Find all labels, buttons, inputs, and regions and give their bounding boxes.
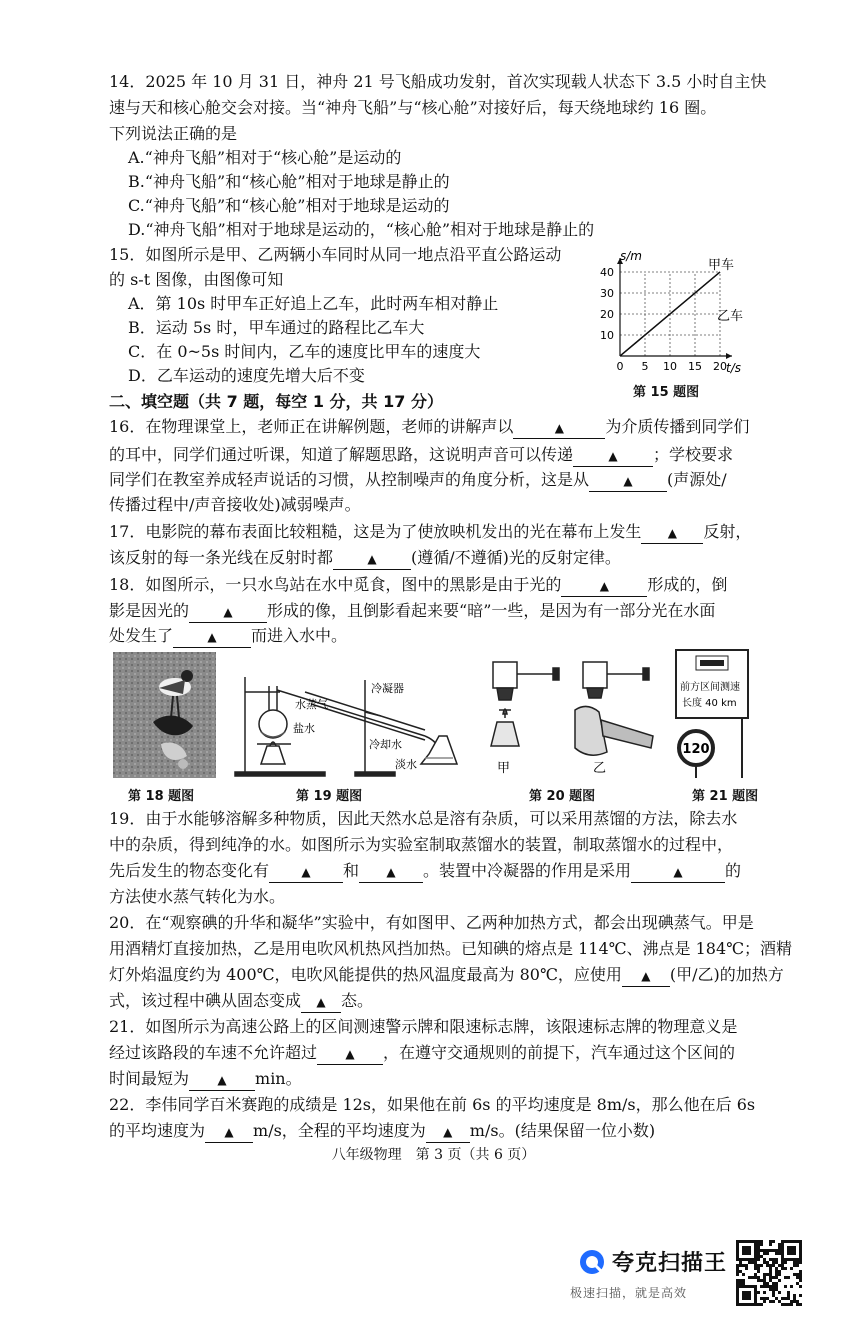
q21-line1: 21．如图所示为高速公路上的区间测速警示牌和限速标志牌，该限速标志牌的物理意义是 — [109, 1017, 738, 1036]
y-tick-label: 30 — [600, 287, 614, 300]
scanner-brand-name: 夸克扫描王 — [612, 1251, 728, 1276]
sign-line1: 前方区间测速 — [680, 682, 740, 693]
x-tick-label: 5 — [641, 360, 649, 373]
q18-line3: 处发生了 ▲ 而进入水中。 — [109, 624, 347, 648]
x-tick-label: 0 — [616, 360, 624, 373]
q15-option-a: A．第 10s 时甲车正好追上乙车，此时两车相对静止 — [128, 294, 499, 313]
q16-line1: 16．在物理课堂上，老师正在讲解例题，老师的讲解声以 ▲ 为介质传播到同学们 — [109, 415, 749, 439]
fig19-caption: 第 19 题图 — [296, 789, 363, 804]
q14-stem-line2: 速与天和核心舱交会对接。当“神舟飞船”与“核心舱”对接好后，每天绕地球约 16 圈。 — [109, 98, 717, 117]
label-yi: 乙 — [593, 761, 607, 776]
q16-line4: 传播过程中/声音接收处)减弱噪声。 — [109, 495, 361, 514]
q19-line4: 方法使水蒸气转化为水。 — [109, 887, 286, 906]
speed-limit-value: 120 — [682, 742, 710, 757]
scanner-logo-icon — [578, 1248, 606, 1276]
q19-line1: 19．由于水能够溶解多种物质，因此天然水总是溶有杂质，可以采用蒸馏的方法，除去水 — [109, 809, 738, 828]
fig18-caption: 第 18 题图 — [128, 789, 195, 804]
answer-blank[interactable]: ▲ — [573, 447, 653, 467]
q15-option-d: D．乙车运动的速度先增大后不变 — [128, 366, 365, 385]
y-tick-label: 10 — [600, 329, 614, 342]
q20-line2: 用酒精灯直接加热，乙是用电吹风机热风挡加热。已知碘的熔点是 114℃、沸点是 184℃；酒精 — [109, 939, 793, 958]
section-heading: 二、填空题（共 7 题，每空 1 分，共 17 分） — [109, 392, 443, 411]
answer-blank[interactable]: ▲ — [359, 863, 423, 883]
qr-code-icon — [736, 1240, 802, 1306]
q14-option-c: C.“神舟飞船”和“核心舱”相对于地球是运动的 — [128, 196, 450, 215]
answer-blank[interactable]: ▲ — [333, 550, 411, 570]
answer-blank[interactable]: ▲ — [205, 1123, 253, 1143]
x-axis-label: t/s — [726, 361, 741, 375]
label-cooling-water: 冷却水 — [369, 738, 402, 751]
fig19-distillation-apparatus — [225, 652, 470, 780]
answer-blank[interactable]: ▲ — [189, 603, 267, 623]
q16-line2: 的耳中，同学们通过听课，知道了解题思路，这说明声音可以传递 ▲ ；学校要求 — [109, 443, 733, 467]
q15-stem-line1: 15．如图所示是甲、乙两辆小车同时从同一地点沿平直公路运动 — [109, 245, 562, 264]
series-label-jia: 甲车 — [708, 258, 735, 273]
q15-option-b: B．运动 5s 时，甲车通过的路程比乙车大 — [128, 318, 425, 337]
q14-stem-line1: 14．2025 年 10 月 31 日，神舟 21 号飞船成功发射，首次实现载人状态下 3.5 小时自主快 — [109, 72, 767, 91]
page-footer: 八年级物理 第 3 页（共 6 页） — [331, 1147, 536, 1163]
q15-st-graph — [590, 248, 760, 388]
q15-stem-line2: 的 s-t 图像，由图像可知 — [109, 270, 284, 289]
q14-option-d: D.“神舟飞船”相对于地球是运动的，“核心舱”相对于地球是静止的 — [128, 220, 595, 239]
answer-blank[interactable]: ▲ — [561, 577, 647, 597]
q14-option-b: B.“神舟飞船”和“核心舱”相对于地球是静止的 — [128, 172, 450, 191]
label-fresh-water: 淡水 — [395, 758, 417, 771]
sign-line2: 长度 40 km — [682, 698, 737, 709]
answer-blank[interactable]: ▲ — [631, 863, 725, 883]
answer-blank[interactable]: ▲ — [269, 863, 343, 883]
q19-line2: 中的杂质，得到纯净的水。如图所示为实验室制取蒸馏水的装置，制取蒸馏水的过程中， — [109, 835, 734, 854]
series-label-yi: 乙车 — [717, 309, 744, 324]
q22-line1: 22．李伟同学百米赛跑的成绩是 12s，如果他在前 6s 的平均速度是 8m/s，那么他在后 6s — [109, 1095, 756, 1114]
fig18-bird-photo — [113, 652, 216, 778]
fig21-caption: 第 21 题图 — [692, 789, 759, 804]
answer-blank[interactable]: ▲ — [317, 1045, 383, 1065]
q15-option-c: C．在 0~5s 时间内，乙车的速度比甲车的速度大 — [128, 342, 481, 361]
q15-figure-caption: 第 15 题图 — [633, 385, 700, 400]
q21-line3: 时间最短为 ▲ min。 — [109, 1067, 302, 1091]
q22-line2: 的平均速度为 ▲ m/s，全程的平均速度为 ▲ m/s。(结果保留一位小数) — [109, 1119, 655, 1143]
answer-blank[interactable]: ▲ — [513, 419, 605, 439]
label-water-vapor: 水蒸气 — [295, 698, 328, 711]
q20-line1: 20．在“观察碘的升华和凝华”实验中，有如图甲、乙两种加热方式，都会出现碘蒸气。甲是 — [109, 913, 754, 932]
answer-blank[interactable]: ▲ — [589, 472, 667, 492]
q19-line3: 先后发生的物态变化有 ▲ 和 ▲ 。装置中冷凝器的作用是采用 ▲ 的 — [109, 859, 741, 883]
q18-line2: 影是因光的 ▲ 形成的像，且倒影看起来要“暗”一些，是因为有一部分光在水面 — [109, 599, 715, 623]
q21-line2: 经过该路段的车速不允许超过 ▲ ，在遵守交通规则的前提下，汽车通过这个区间的 — [109, 1041, 735, 1065]
answer-blank[interactable]: ▲ — [622, 967, 670, 987]
q20-line4: 式，该过程中碘从固态变成 ▲ 态。 — [109, 989, 373, 1013]
label-jia: 甲 — [497, 761, 511, 776]
y-axis-label: s/m — [620, 249, 642, 263]
label-condenser: 冷凝器 — [371, 682, 404, 695]
q18-line1: 18．如图所示，一只水鸟站在水中觅食，图中的黑影是由于光的 ▲ 形成的，倒 — [109, 573, 727, 597]
x-axis-arrow — [726, 353, 732, 359]
x-tick-label: 15 — [688, 360, 702, 373]
q20-line3: 灯外焰温度约为 400℃，电吹风能提供的热风温度最高为 80℃，应使用 ▲ (甲/乙)的加热方 — [109, 963, 784, 987]
fig21-highway-signs — [670, 646, 760, 780]
q14-stem-line3: 下列说法正确的是 — [109, 124, 238, 143]
y-tick-label: 20 — [600, 308, 614, 321]
scanner-slogan: 极速扫描，就是高效 — [570, 1286, 688, 1300]
answer-blank[interactable]: ▲ — [301, 993, 341, 1013]
fig20-caption: 第 20 题图 — [529, 789, 596, 804]
fig20-iodine-heating — [475, 652, 665, 780]
answer-blank[interactable]: ▲ — [173, 628, 251, 648]
answer-blank[interactable]: ▲ — [426, 1123, 470, 1143]
q17-line1: 17．电影院的幕布表面比较粗糙，这是为了使放映机发出的光在幕布上发生 ▲ 反射， — [109, 520, 751, 544]
q17-line2: 该反射的每一条光线在反射时都 ▲ (遵循/不遵循)光的反射定律。 — [109, 546, 621, 570]
y-tick-label: 40 — [600, 266, 614, 279]
answer-blank[interactable]: ▲ — [189, 1071, 255, 1091]
label-salt-water: 盐水 — [293, 722, 315, 735]
x-tick-label: 20 — [713, 360, 727, 373]
q16-line3: 同学们在教室养成轻声说话的习惯，从控制噪声的角度分析，这是从 ▲ (声源处/ — [109, 468, 727, 492]
x-tick-label: 10 — [663, 360, 677, 373]
answer-blank[interactable]: ▲ — [641, 524, 703, 544]
q14-option-a: A.“神舟飞船”相对于“核心舱”是运动的 — [128, 148, 402, 167]
